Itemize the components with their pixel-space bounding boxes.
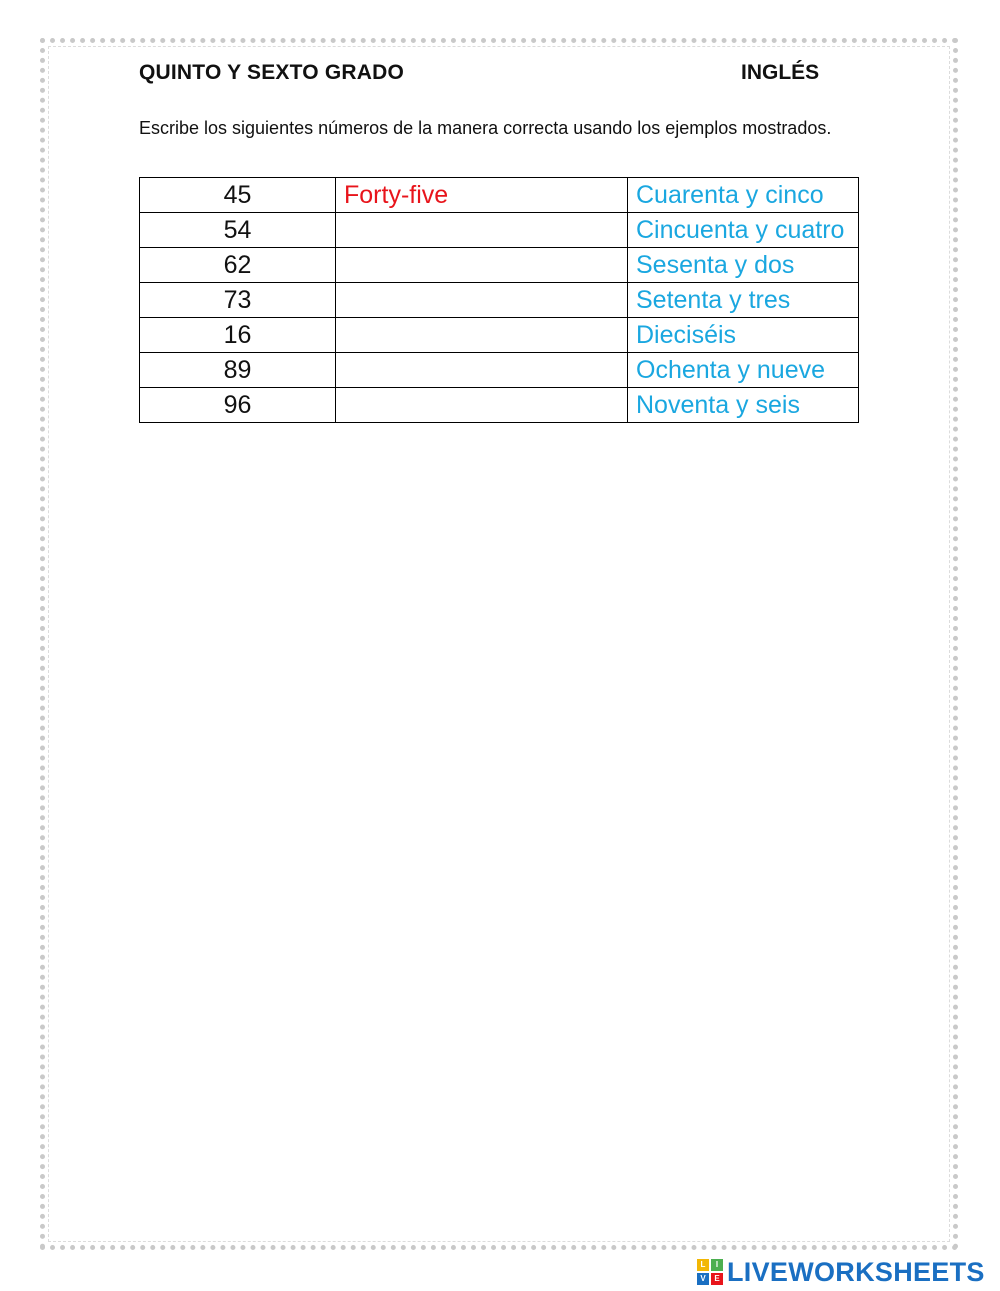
liveworksheets-logo[interactable]: [697, 1258, 985, 1286]
english-answer-cell[interactable]: Forty-five: [336, 178, 628, 213]
spanish-word-cell: Sesenta y dos: [628, 248, 859, 283]
table-row: [140, 213, 859, 248]
instructions-text: Escribe los siguientes números de la manera correcta usando los ejemplos mostrados.: [139, 118, 832, 138]
table-row: [140, 353, 859, 388]
number-cell: 45: [140, 178, 336, 213]
english-answer-cell[interactable]: [336, 283, 628, 318]
table-row: [140, 388, 859, 423]
brand-text: LIVEWORKSHEETS: [727, 1256, 985, 1287]
spanish-word-cell: Dieciséis: [628, 318, 859, 353]
table-row: [140, 318, 859, 353]
spanish-word-cell: Ochenta y nueve: [628, 353, 859, 388]
number-cell: 62: [140, 248, 336, 283]
spanish-word-cell: Setenta y tres: [628, 283, 859, 318]
liveworksheets-logo-icon: L I V E: [697, 1259, 723, 1285]
table-row: [140, 248, 859, 283]
spanish-word-cell: Cincuenta y cuatro: [628, 213, 859, 248]
grade-title: QUINTO Y SEXTO GRADO: [139, 61, 405, 84]
english-answer-cell[interactable]: [336, 388, 628, 423]
table-row: [140, 178, 859, 213]
number-cell: 89: [140, 353, 336, 388]
english-answer-cell[interactable]: [336, 213, 628, 248]
spanish-word-cell: Noventa y seis: [628, 388, 859, 423]
english-answer-cell[interactable]: [336, 353, 628, 388]
english-answer-cell[interactable]: [336, 248, 628, 283]
subject-title: INGLÉS: [741, 61, 820, 84]
table-row: [140, 283, 859, 318]
number-cell: 96: [140, 388, 336, 423]
number-cell: 73: [140, 283, 336, 318]
spanish-word-cell: Cuarenta y cinco: [628, 178, 859, 213]
numbers-table: [139, 177, 859, 423]
english-answer-cell[interactable]: [336, 318, 628, 353]
number-cell: 16: [140, 318, 336, 353]
number-cell: 54: [140, 213, 336, 248]
